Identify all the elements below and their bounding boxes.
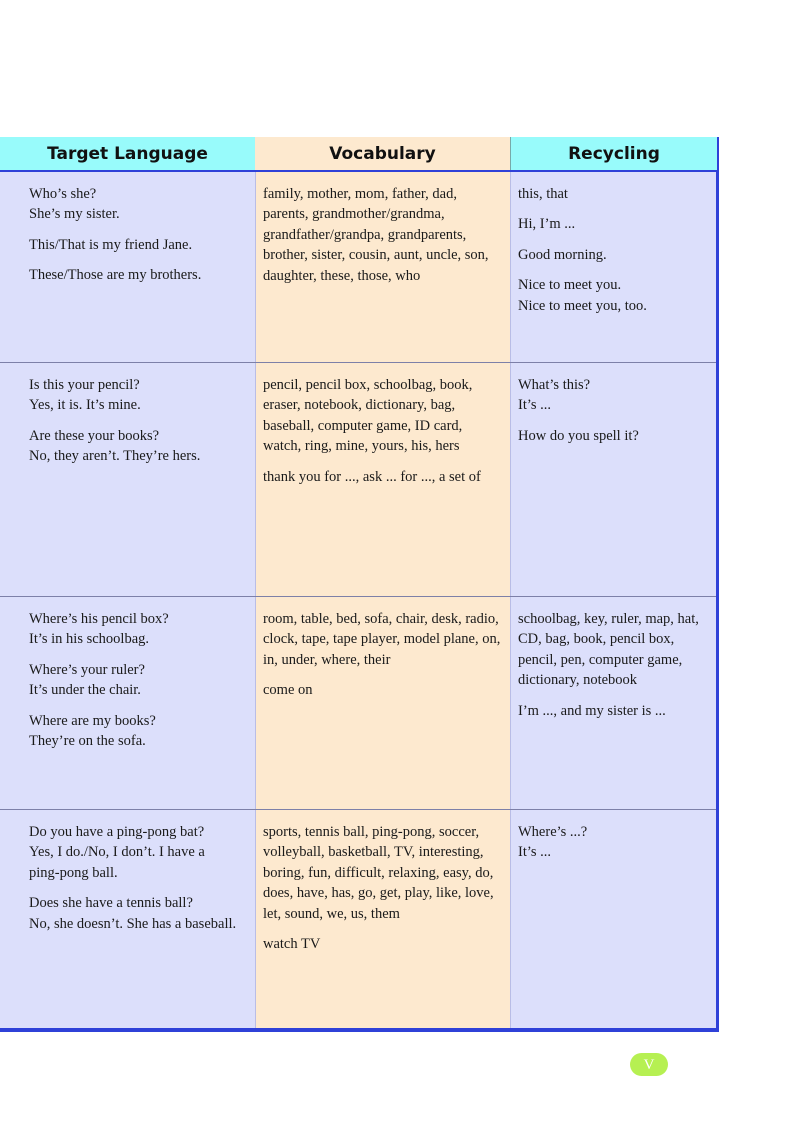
target-text-line: No, she doesn’t. She has a baseball.	[29, 915, 237, 932]
target-text-line: They’re on the sofa.	[29, 733, 146, 750]
header-vocabulary: Vocabulary	[255, 137, 510, 170]
vocabulary-text-line: thank you for ..., ask ... for ..., a set of	[263, 468, 481, 485]
vocabulary-text-line: watch TV	[263, 936, 321, 953]
target-text-line: No, they aren’t. They’re hers.	[29, 448, 201, 465]
vocabulary-text-line: watch, ring, mine, yours, his, hers	[263, 438, 460, 455]
target-paragraph	[29, 375, 251, 416]
target-text-line: Do you have a ping-pong bat?	[29, 824, 205, 840]
row-divider	[0, 809, 716, 810]
vocabulary-text-line: brother, sister, cousin, aunt, uncle, son,	[263, 247, 489, 264]
recycling-text-line: dictionary, notebook	[518, 672, 638, 689]
recycling-paragraph	[518, 214, 714, 234]
target-text-line: This/That is my friend Jane.	[29, 236, 193, 253]
recycling-paragraph	[518, 426, 714, 446]
target-text-line: Where’s your ruler?	[29, 661, 145, 678]
recycling-text-line: CD, bag, book, pencil box,	[518, 631, 675, 648]
recycling-text-line: Where’s ...?	[518, 824, 588, 840]
target-paragraph	[29, 822, 251, 883]
recycling-text-line: What’s this?	[518, 377, 591, 393]
recycling-paragraph	[518, 822, 714, 863]
vocabulary-text-line: pencil, pencil box, schoolbag, book,	[263, 377, 473, 393]
recycling-cell	[518, 184, 714, 326]
target-text-line: It’s under the chair.	[29, 682, 141, 699]
target-text-line: ping-pong ball.	[29, 864, 118, 881]
vocabulary-cell	[263, 184, 507, 296]
vocabulary-paragraph	[263, 467, 507, 487]
syllabus-table	[0, 137, 719, 1032]
vocabulary-paragraph	[263, 680, 507, 700]
recycling-text-line: Nice to meet you.	[518, 277, 622, 294]
row-divider	[0, 362, 716, 363]
vocabulary-text-line: boring, fun, difficult, relaxing, easy, do,	[263, 864, 494, 881]
vocabulary-text-line: family, mother, mom, father, dad,	[263, 186, 457, 202]
target-cell	[29, 375, 251, 477]
recycling-paragraph	[518, 701, 714, 721]
target-text-line: Yes, I do./No, I don’t. I have a	[29, 844, 205, 861]
target-text-line: Is this your pencil?	[29, 377, 140, 393]
table-header	[0, 137, 716, 172]
recycling-text-line: It’s ...	[518, 844, 552, 861]
vocabulary-text-line: baseball, computer game, ID card,	[263, 417, 463, 434]
recycling-text-line: It’s ...	[518, 397, 552, 414]
recycling-paragraph	[518, 245, 714, 265]
recycling-text-line: this, that	[518, 186, 568, 202]
page-number-badge: V	[630, 1053, 668, 1076]
vocabulary-text-line: parents, grandmother/grandma,	[263, 206, 445, 223]
vocabulary-paragraph	[263, 184, 507, 286]
target-text-line: She’s my sister.	[29, 206, 120, 223]
target-text-line: These/Those are my brothers.	[29, 267, 202, 284]
recycling-text-line: Good morning.	[518, 246, 607, 263]
vocabulary-text-line: in, under, where, their	[263, 651, 391, 668]
vocabulary-text-line: come on	[263, 682, 313, 699]
recycling-paragraph	[518, 184, 714, 204]
target-text-line: Does she have a tennis ball?	[29, 895, 193, 912]
recycling-cell	[518, 609, 714, 731]
target-paragraph	[29, 426, 251, 467]
target-paragraph	[29, 265, 251, 285]
target-text-line: Yes, it is. It’s mine.	[29, 397, 141, 414]
target-text-line: Who’s she?	[29, 186, 97, 202]
vocabulary-cell	[263, 375, 507, 497]
row-divider	[0, 596, 716, 597]
recycling-text-line: pencil, pen, computer game,	[518, 651, 683, 668]
vocabulary-paragraph	[263, 609, 507, 670]
target-paragraph	[29, 609, 251, 650]
recycling-text-line: I’m ..., and my sister is ...	[518, 702, 666, 719]
target-cell	[29, 609, 251, 761]
vocabulary-cell	[263, 609, 507, 711]
recycling-cell	[518, 375, 714, 456]
recycling-cell	[518, 822, 714, 873]
target-paragraph	[29, 660, 251, 701]
target-paragraph	[29, 711, 251, 752]
vocabulary-paragraph	[263, 375, 507, 457]
target-text-line: Where’s his pencil box?	[29, 611, 169, 627]
vocabulary-text-line: volleyball, basketball, TV, interesting,	[263, 844, 484, 861]
recycling-paragraph	[518, 609, 714, 691]
recycling-paragraph	[518, 275, 714, 316]
vocabulary-text-line: daughter, these, those, who	[263, 267, 421, 284]
header-recycling: Recycling	[510, 137, 717, 170]
target-cell	[29, 184, 251, 296]
target-text-line: Where are my books?	[29, 712, 156, 729]
vocabulary-text-line: sports, tennis ball, ping-pong, soccer,	[263, 824, 480, 840]
target-cell	[29, 822, 251, 944]
vocabulary-text-line: does, have, has, go, get, play, like, love,	[263, 885, 494, 902]
vocabulary-text-line: grandfather/grandpa, grandparents,	[263, 226, 467, 243]
vocabulary-text-line: eraser, notebook, dictionary, bag,	[263, 397, 456, 414]
vocabulary-text-line: let, sound, we, us, them	[263, 905, 400, 922]
vocabulary-cell	[263, 822, 507, 964]
recycling-text-line: Hi, I’m ...	[518, 216, 576, 233]
header-target-language: Target Language	[0, 137, 255, 170]
target-paragraph	[29, 235, 251, 255]
target-text-line: Are these your books?	[29, 427, 160, 444]
recycling-text-line: schoolbag, key, ruler, map, hat,	[518, 611, 699, 627]
recycling-paragraph	[518, 375, 714, 416]
recycling-text-line: Nice to meet you, too.	[518, 297, 647, 314]
recycling-text-line: How do you spell it?	[518, 427, 639, 444]
vocabulary-paragraph	[263, 934, 507, 954]
vocabulary-text-line: room, table, bed, sofa, chair, desk, radio,	[263, 611, 499, 627]
target-text-line: It’s in his schoolbag.	[29, 631, 150, 648]
vocabulary-paragraph	[263, 822, 507, 924]
target-paragraph	[29, 893, 251, 934]
target-paragraph	[29, 184, 251, 225]
vocabulary-text-line: clock, tape, tape player, model plane, on,	[263, 631, 501, 648]
